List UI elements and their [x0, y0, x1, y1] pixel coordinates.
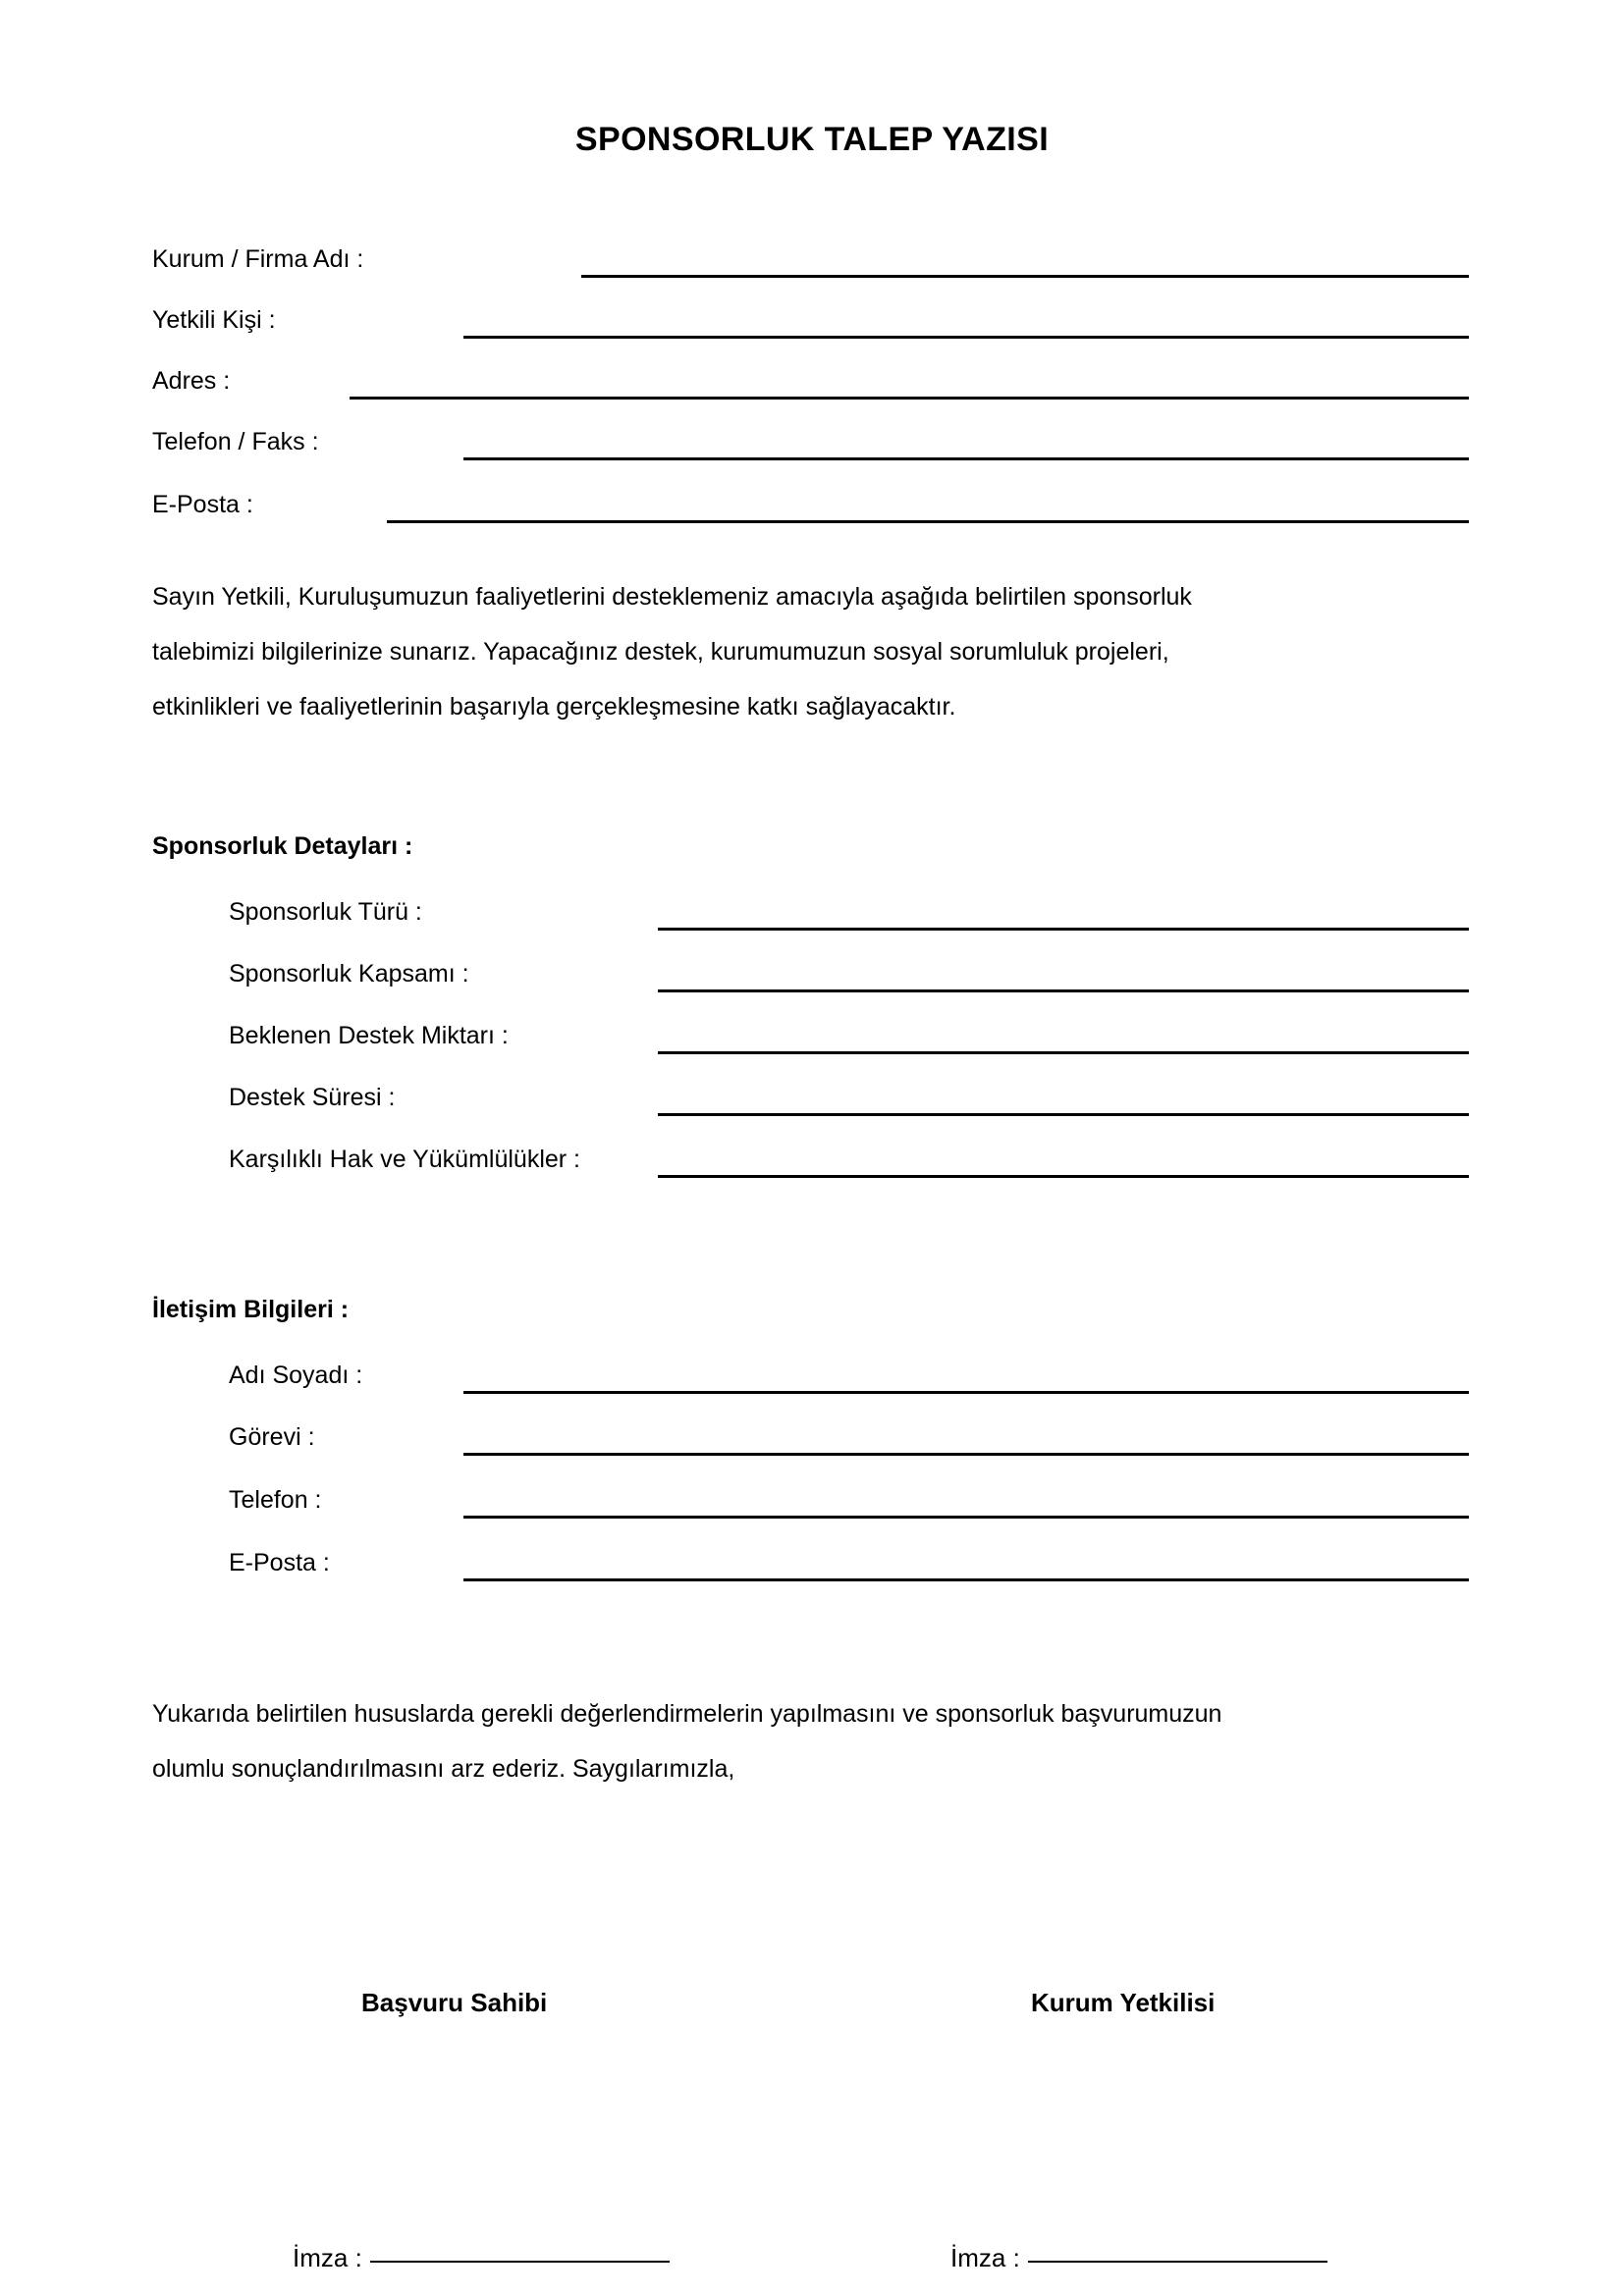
- field-label-karsilikli-hak-ve-yukumlulukler: Karşılıklı Hak ve Yükümlülükler :: [229, 1146, 580, 1173]
- field-row-sponsorluk-turu: [229, 895, 1469, 940]
- field-rule-destek-suresi[interactable]: [658, 1113, 1469, 1116]
- signature-label-authority: İmza :: [950, 2243, 1020, 2272]
- field-rule-eposta[interactable]: [387, 520, 1469, 523]
- field-rule-telefon[interactable]: [463, 1516, 1469, 1519]
- signature-rule-authority[interactable]: [1028, 2261, 1327, 2263]
- field-row-eposta: [152, 488, 1469, 533]
- field-label-sponsorluk-kapsami: Sponsorluk Kapsamı :: [229, 960, 469, 988]
- field-rule-eposta-iletisim[interactable]: [463, 1578, 1469, 1581]
- field-rule-adi-soyadi[interactable]: [463, 1391, 1469, 1394]
- field-rule-sponsorluk-turu[interactable]: [658, 928, 1469, 931]
- field-label-adi-soyadi: Adı Soyadı :: [229, 1362, 363, 1389]
- signature-label-applicant: İmza :: [293, 2243, 362, 2272]
- field-label-beklenen-destek-miktari: Beklenen Destek Miktarı :: [229, 1022, 509, 1049]
- intro-paragraph: [152, 569, 1488, 734]
- field-rule-karsilikli-hak-ve-yukumlulukler[interactable]: [658, 1175, 1469, 1178]
- signature-title-applicant: Başvuru Sahibi: [361, 1988, 548, 2017]
- closing-paragraph-line-1: Yukarıda belirtilen hususlarda gerekli değerlendirmelerin yapılmasını ve sponsorluk başvurumuzun: [152, 1700, 1222, 1728]
- field-row-adres: [152, 364, 1469, 409]
- field-rule-telefon-faks[interactable]: [463, 457, 1469, 460]
- signature-line-authority: [950, 2240, 1327, 2275]
- field-label-telefon: Telefon :: [229, 1486, 322, 1514]
- closing-paragraph-line-2: olumlu sonuçlandırılmasını arz ederiz. Saygılarımızla,: [152, 1755, 735, 1783]
- field-label-eposta: E-Posta :: [152, 491, 253, 518]
- field-rule-beklenen-destek-miktari[interactable]: [658, 1051, 1469, 1054]
- field-row-gorevi: [229, 1420, 1469, 1466]
- signature-rule-applicant[interactable]: [370, 2261, 670, 2263]
- field-label-adres: Adres :: [152, 367, 231, 395]
- field-rule-gorevi[interactable]: [463, 1453, 1469, 1456]
- field-label-sponsorluk-turu: Sponsorluk Türü :: [229, 898, 422, 926]
- field-label-gorevi: Görevi :: [229, 1423, 315, 1451]
- field-rule-sponsorluk-kapsami[interactable]: [658, 989, 1469, 992]
- intro-paragraph-line-3: etkinlikleri ve faaliyetlerinin başarıyla gerçekleşmesine katkı sağlayacaktır.: [152, 693, 956, 721]
- field-rule-adres[interactable]: [350, 397, 1469, 400]
- field-row-eposta-iletisim: [229, 1546, 1469, 1591]
- page-title: SPONSORLUK TALEP YAZISI: [574, 121, 1050, 158]
- field-label-eposta-iletisim: E-Posta :: [229, 1549, 330, 1576]
- field-row-telefon-faks: [152, 425, 1469, 470]
- field-row-yetkili-kisi: [152, 303, 1469, 348]
- field-row-adi-soyadi: [229, 1359, 1469, 1404]
- field-row-telefon: [229, 1483, 1469, 1528]
- field-label-kurum-firma-adi: Kurum / Firma Adı :: [152, 245, 364, 273]
- field-label-yetkili-kisi: Yetkili Kişi :: [152, 306, 276, 334]
- intro-paragraph-line-2: talebimizi bilgilerinize sunarız. Yapacağınız destek, kurumumuzun sosyal sorumluluk projeleri,: [152, 638, 1169, 666]
- closing-paragraph: [152, 1686, 1488, 1796]
- field-row-kurum-firma-adi: [152, 242, 1469, 288]
- field-row-sponsorluk-kapsami: [229, 957, 1469, 1002]
- field-row-beklenen-destek-miktari: [229, 1019, 1469, 1064]
- signature-line-applicant: [293, 2240, 670, 2275]
- field-label-destek-suresi: Destek Süresi :: [229, 1084, 396, 1111]
- field-row-karsilikli-hak-ve-yukumlulukler: [229, 1143, 1469, 1188]
- field-rule-kurum-firma-adi[interactable]: [581, 275, 1469, 278]
- field-row-destek-suresi: [229, 1081, 1469, 1126]
- section-heading-iletisim-bilgileri: İletişim Bilgileri :: [152, 1296, 350, 1323]
- section-heading-sponsorluk-detaylari: Sponsorluk Detayları :: [152, 832, 413, 860]
- signature-title-authority: Kurum Yetkilisi: [1031, 1988, 1216, 2017]
- intro-paragraph-line-1: Sayın Yetkili, Kuruluşumuzun faaliyetlerini desteklemeniz amacıyla aşağıda belirtilen sponsorluk: [152, 583, 1192, 611]
- field-rule-yetkili-kisi[interactable]: [463, 336, 1469, 339]
- field-label-telefon-faks: Telefon / Faks :: [152, 428, 319, 455]
